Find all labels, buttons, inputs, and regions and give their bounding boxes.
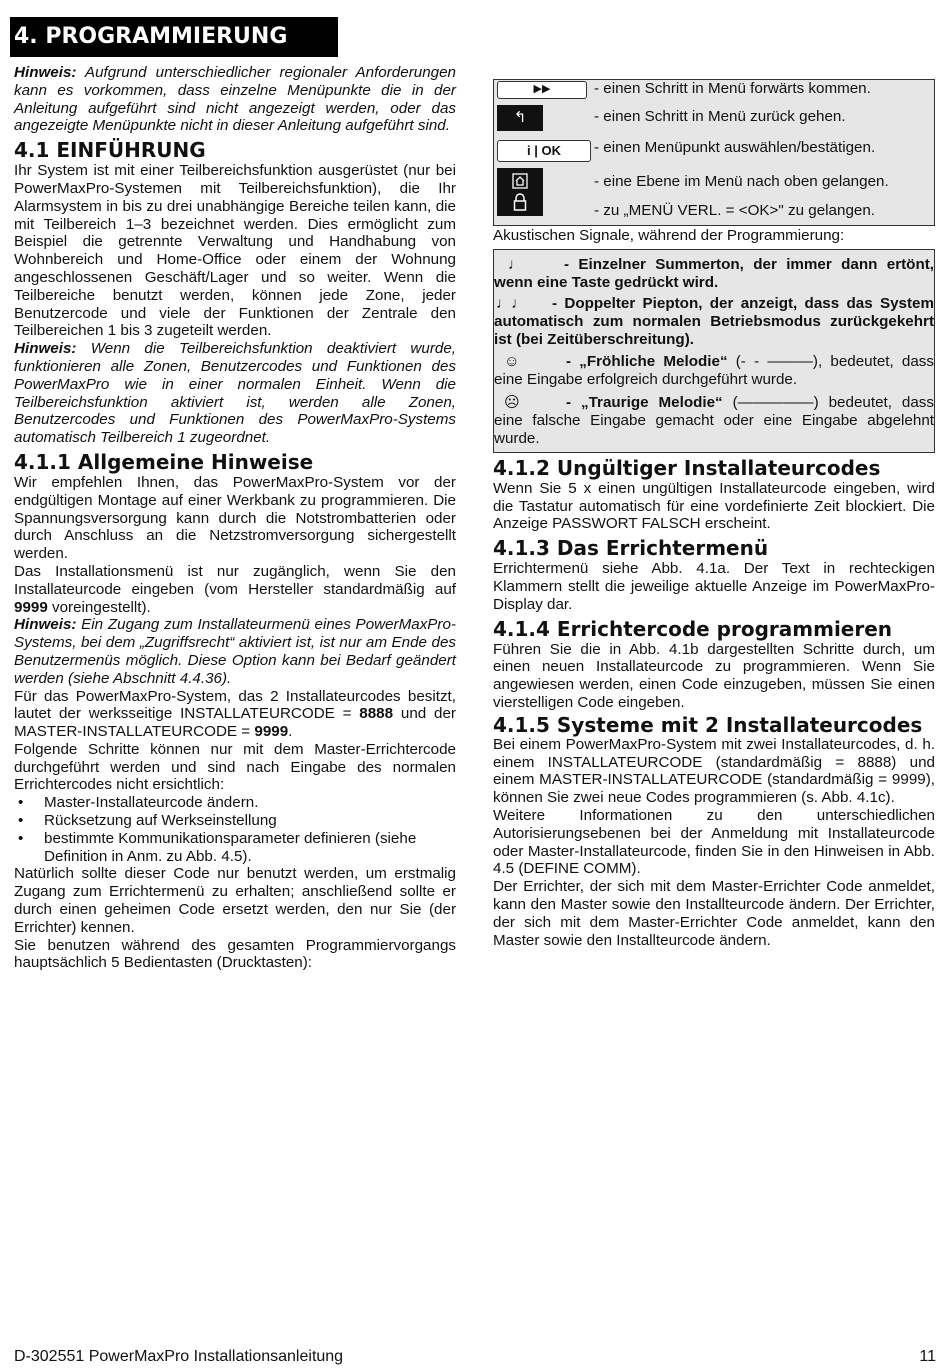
forward-key-icon: ▶▶ — [497, 81, 587, 99]
key-desc-forward: - einen Schritt in Menü forwärts kommen. — [594, 80, 871, 97]
acoustic-signals-box — [493, 249, 935, 453]
paragraph-4-1-5-a: Bei einem PowerMaxPro-System mit zwei Installateurcodes, d. h. einem INSTALLATEURCODE (standardmäßig = 8888) und einem MASTER-INSTALLATEURCODE (standardmäßig = 9999), können Sie zwei neue Codes programmieren (s. Abb. 4.1c). — [493, 735, 935, 807]
paragraph-4-1-1-e: Natürlich sollte dieser Code nur benutzt werden, um erstmalig Zugang zum Errichtermenü zu erhalten; anschließend sollte er durch einen geheimen Code ersetzt werden, den nur Sie (der Errichter) kennen. — [14, 865, 456, 936]
text: Für das PowerMaxPro-System, das 2 Installateurcodes besitzt, lautet der werksseitige INSTALLATEURCODE = — [14, 687, 456, 723]
right-column — [493, 64, 935, 949]
heading-4-1-3: 4.1.3 Das Errichtermenü — [493, 536, 769, 561]
heading-4-1-5: 4.1.5 Systeme mit 2 Installateurcodes — [493, 712, 923, 737]
heading-4-1-4: 4.1.4 Errichtercode programmieren — [493, 616, 893, 641]
acoustic-title: Akustischen Signale, während der Programmierung: — [493, 227, 845, 244]
heading-4-1: 4.1 EINFÜHRUNG — [14, 138, 206, 163]
heading-4-1-1: 4.1.1 Allgemeine Hinweise — [14, 449, 314, 474]
key-legend-box — [493, 79, 935, 226]
key-desc-back: - einen Schritt in Menü zurück gehen. — [594, 108, 846, 125]
code-value: 8888 — [359, 705, 394, 723]
paragraph-4-1-1-b — [14, 563, 456, 616]
note-text: Ein Zugang zum Installateurmenü eines PowerMaxPro-Systems, bei dem „Zugriffsrecht“ aktiviert ist, ist nur am Ende des Benutzermenüs möglich. Diese Option kann bei Bedarf geändert werden (siehe Abschnitt 4.4.36). — [14, 616, 456, 687]
footer-document-title: D-302551 PowerMaxPro Installationsanleitung — [14, 1348, 344, 1365]
paragraph-4-1: Ihr System ist mit einer Teilbereichsfunktion ausgerüstet (nur bei PowerMaxPro-Systemen mit Teilbereichsfunktion), die Ihr Alarmsystem in bis zu drei unabhängige Bereiche teilen kann, die mit Teilbereich 1–3 bezeichnet werden. Dies ermöglicht zum Beispiel die getrennte Verwaltung und Handhabung von Wohnbereich und Home-Office oder einem der Wohnung angeschlossenen Geschäft/Lager und so weiter. Wenn die Teilbereiche benutzt werden, können jede Zone, jeder Benutzercode und viele der Funktionen der Zentrale den Teilbereichen 1 bis 3 zugeteilt werden. — [14, 162, 456, 340]
key-desc-ok: - einen Menüpunkt auswählen/bestätigen. — [594, 139, 876, 156]
paragraph-4-1-1-d: Folgende Schritte können nur mit dem Master-Errichtercode durchgeführt werden und sind nach Eingabe des normalen Errichtercodes nicht ersichtlich: — [14, 740, 456, 794]
code-value: 9999 — [14, 598, 48, 616]
master-steps-list — [14, 794, 456, 865]
list-item: • Rücksetzung auf Werkseinstellung — [14, 812, 456, 830]
note-1 — [14, 64, 456, 135]
note-label: Hinweis: — [14, 616, 77, 634]
signal-label: - „Fröhliche Melodie“ — [566, 352, 728, 370]
back-key-icon: ↰ — [497, 105, 543, 131]
paragraph-4-1-3: Errichtermenü siehe Abb. 4.1a. Der Text in rechteckigen Klammern stellt die jeweilige aktuelle Anzeige im PowerMaxPro-Display dar. — [493, 560, 935, 613]
paragraph-4-1-1-c — [14, 688, 456, 741]
heading-4-1-2: 4.1.2 Ungültiger Installateurcodes — [493, 455, 881, 480]
key-desc-up: - eine Ebene im Menü nach oben gelangen. — [594, 173, 889, 190]
paragraph-4-1-5-c: Der Errichter, der sich mit dem Master-Errichter Code anmeldet, kann den Master sowie den Installteurcode ändern. Der Errichter, der sich mit dem Master-Errichter Code anmeldet, kann den Master sowie den Installteurcode ändern. — [493, 878, 935, 949]
sad-face-icon: ☹ — [504, 394, 520, 412]
paragraph-4-1-4: Führen Sie die in Abb. 4.1b dargestellten Schritte durch, um einen neuen Installateurcode zu programmieren. Wenn Sie angewiesen werden, einen Code einzugeben, müssen Sie einen vierstelligen Code eingeben. — [493, 640, 935, 711]
signal-happy — [494, 353, 934, 389]
footer-page-number: 11 — [919, 1348, 936, 1365]
text: voreingestellt). — [47, 598, 151, 616]
signal-sad — [494, 394, 934, 447]
paragraph-4-1-2: Wenn Sie 5 x einen ungültigen Installateurcode eingeben, wird die Tastatur automatisch für eine vordefinierte Zeit blockiert. Die Anzeige PASSWORT FALSCH erscheint. — [493, 479, 935, 533]
signal-text: (—————) bedeutet, dass eine falsche Eingabe gemacht oder eine Eingabe abgelehnt wurde. — [494, 394, 934, 447]
note-icon: ♩ — [508, 255, 524, 273]
happy-face-icon: ☺ — [504, 352, 520, 370]
signal-label: - „Traurige Melodie“ — [566, 394, 723, 412]
home-lock-key-icon — [497, 168, 543, 216]
ok-key-icon: i | OK — [497, 140, 591, 162]
signal-double — [494, 295, 934, 348]
paragraph-4-1-5-b: Weitere Informationen zu den unterschiedlichen Autorisierungsebenen bei der Anmeldung mit Installateurcode oder Master-Installateurcode, finden Sie in den Hinweisen in Abb. 4.5 (DEFINE COMM). — [493, 806, 935, 878]
paragraph-4-1-1-f: Sie benutzen während des gesamten Programmiervorgangs hauptsächlich 5 Bedientasten (Drucktasten): — [14, 936, 456, 972]
text: . — [288, 723, 293, 741]
note-label: Hinweis: — [14, 340, 77, 358]
code-value: 9999 — [254, 723, 289, 741]
signal-single — [494, 256, 934, 292]
note-label: Hinweis: — [14, 64, 77, 81]
signal-text: (- - ———), bedeutet, dass eine Eingabe erfolgreich durchgeführt wurde. — [494, 352, 934, 388]
note-2 — [14, 340, 456, 447]
note-text: Aufgrund unterschiedlicher regionaler Anforderungen kann es vorkommen, dass einzelne Menüpunkte die in der Anleitung aufgeführt sind nicht angezeigt werden, oder das angezeigte Menüpunkte nicht in dieser Anleitung aufgeführt sind. — [14, 64, 456, 135]
signal-text: - Doppelter Piepton, der anzeigt, dass das System automatisch zum normalen Betriebsmodus zurückgekehrt ist (bei Zeitüberschreitung). — [494, 295, 934, 348]
list-item: • bestimmte Kommunikationsparameter definieren (siehe Definition in Anm. zu Abb. 4.5). — [14, 830, 456, 866]
signal-text: - Einzelner Summerton, der immer dann ertönt, wenn eine Taste gedrückt wird. — [494, 255, 934, 291]
key-desc-exit: - zu „MENÜ VERL. = <OK>" zu gelangen. — [594, 202, 876, 219]
lock-icon — [513, 193, 527, 211]
note-3 — [14, 616, 456, 687]
list-item: • Master-Installateurcode ändern. — [14, 794, 456, 812]
home-icon — [512, 173, 528, 189]
double-note-icon: ♩♩ — [496, 295, 527, 313]
note-text: Wenn die Teilbereichsfunktion deaktiviert wurde, funktionieren alle Zonen, Benutzercodes und Funktionen des PowerMaxPro wie in einer normalen Einheit. Wenn die Teilbereichsfunktion aktiviert ist, werden alle Zonen, Benutzercodes und Funktionen des PowerMaxPro-Systems automatisch Teilbereich 1 zugeordnet. — [14, 340, 456, 447]
text: Das Installationsmenü ist nur zugänglich, wenn Sie den Installateurcode eingeben (vom Hersteller standardmäßig auf — [14, 562, 456, 598]
text: und der MASTER-INSTALLATEURCODE = — [14, 705, 456, 741]
chapter-title: 4. PROGRAMMIERUNG — [10, 17, 338, 57]
left-column — [14, 64, 456, 972]
paragraph-4-1-1-a: Wir empfehlen Ihnen, das PowerMaxPro-System vor der endgültigen Montage auf einer Werkbank zu programmieren. Die Spannungsversorgung kann durch die Notstrombatterien oder durch Anschluss an die Netzstromversorgung sichergestellt werden. — [14, 473, 456, 563]
